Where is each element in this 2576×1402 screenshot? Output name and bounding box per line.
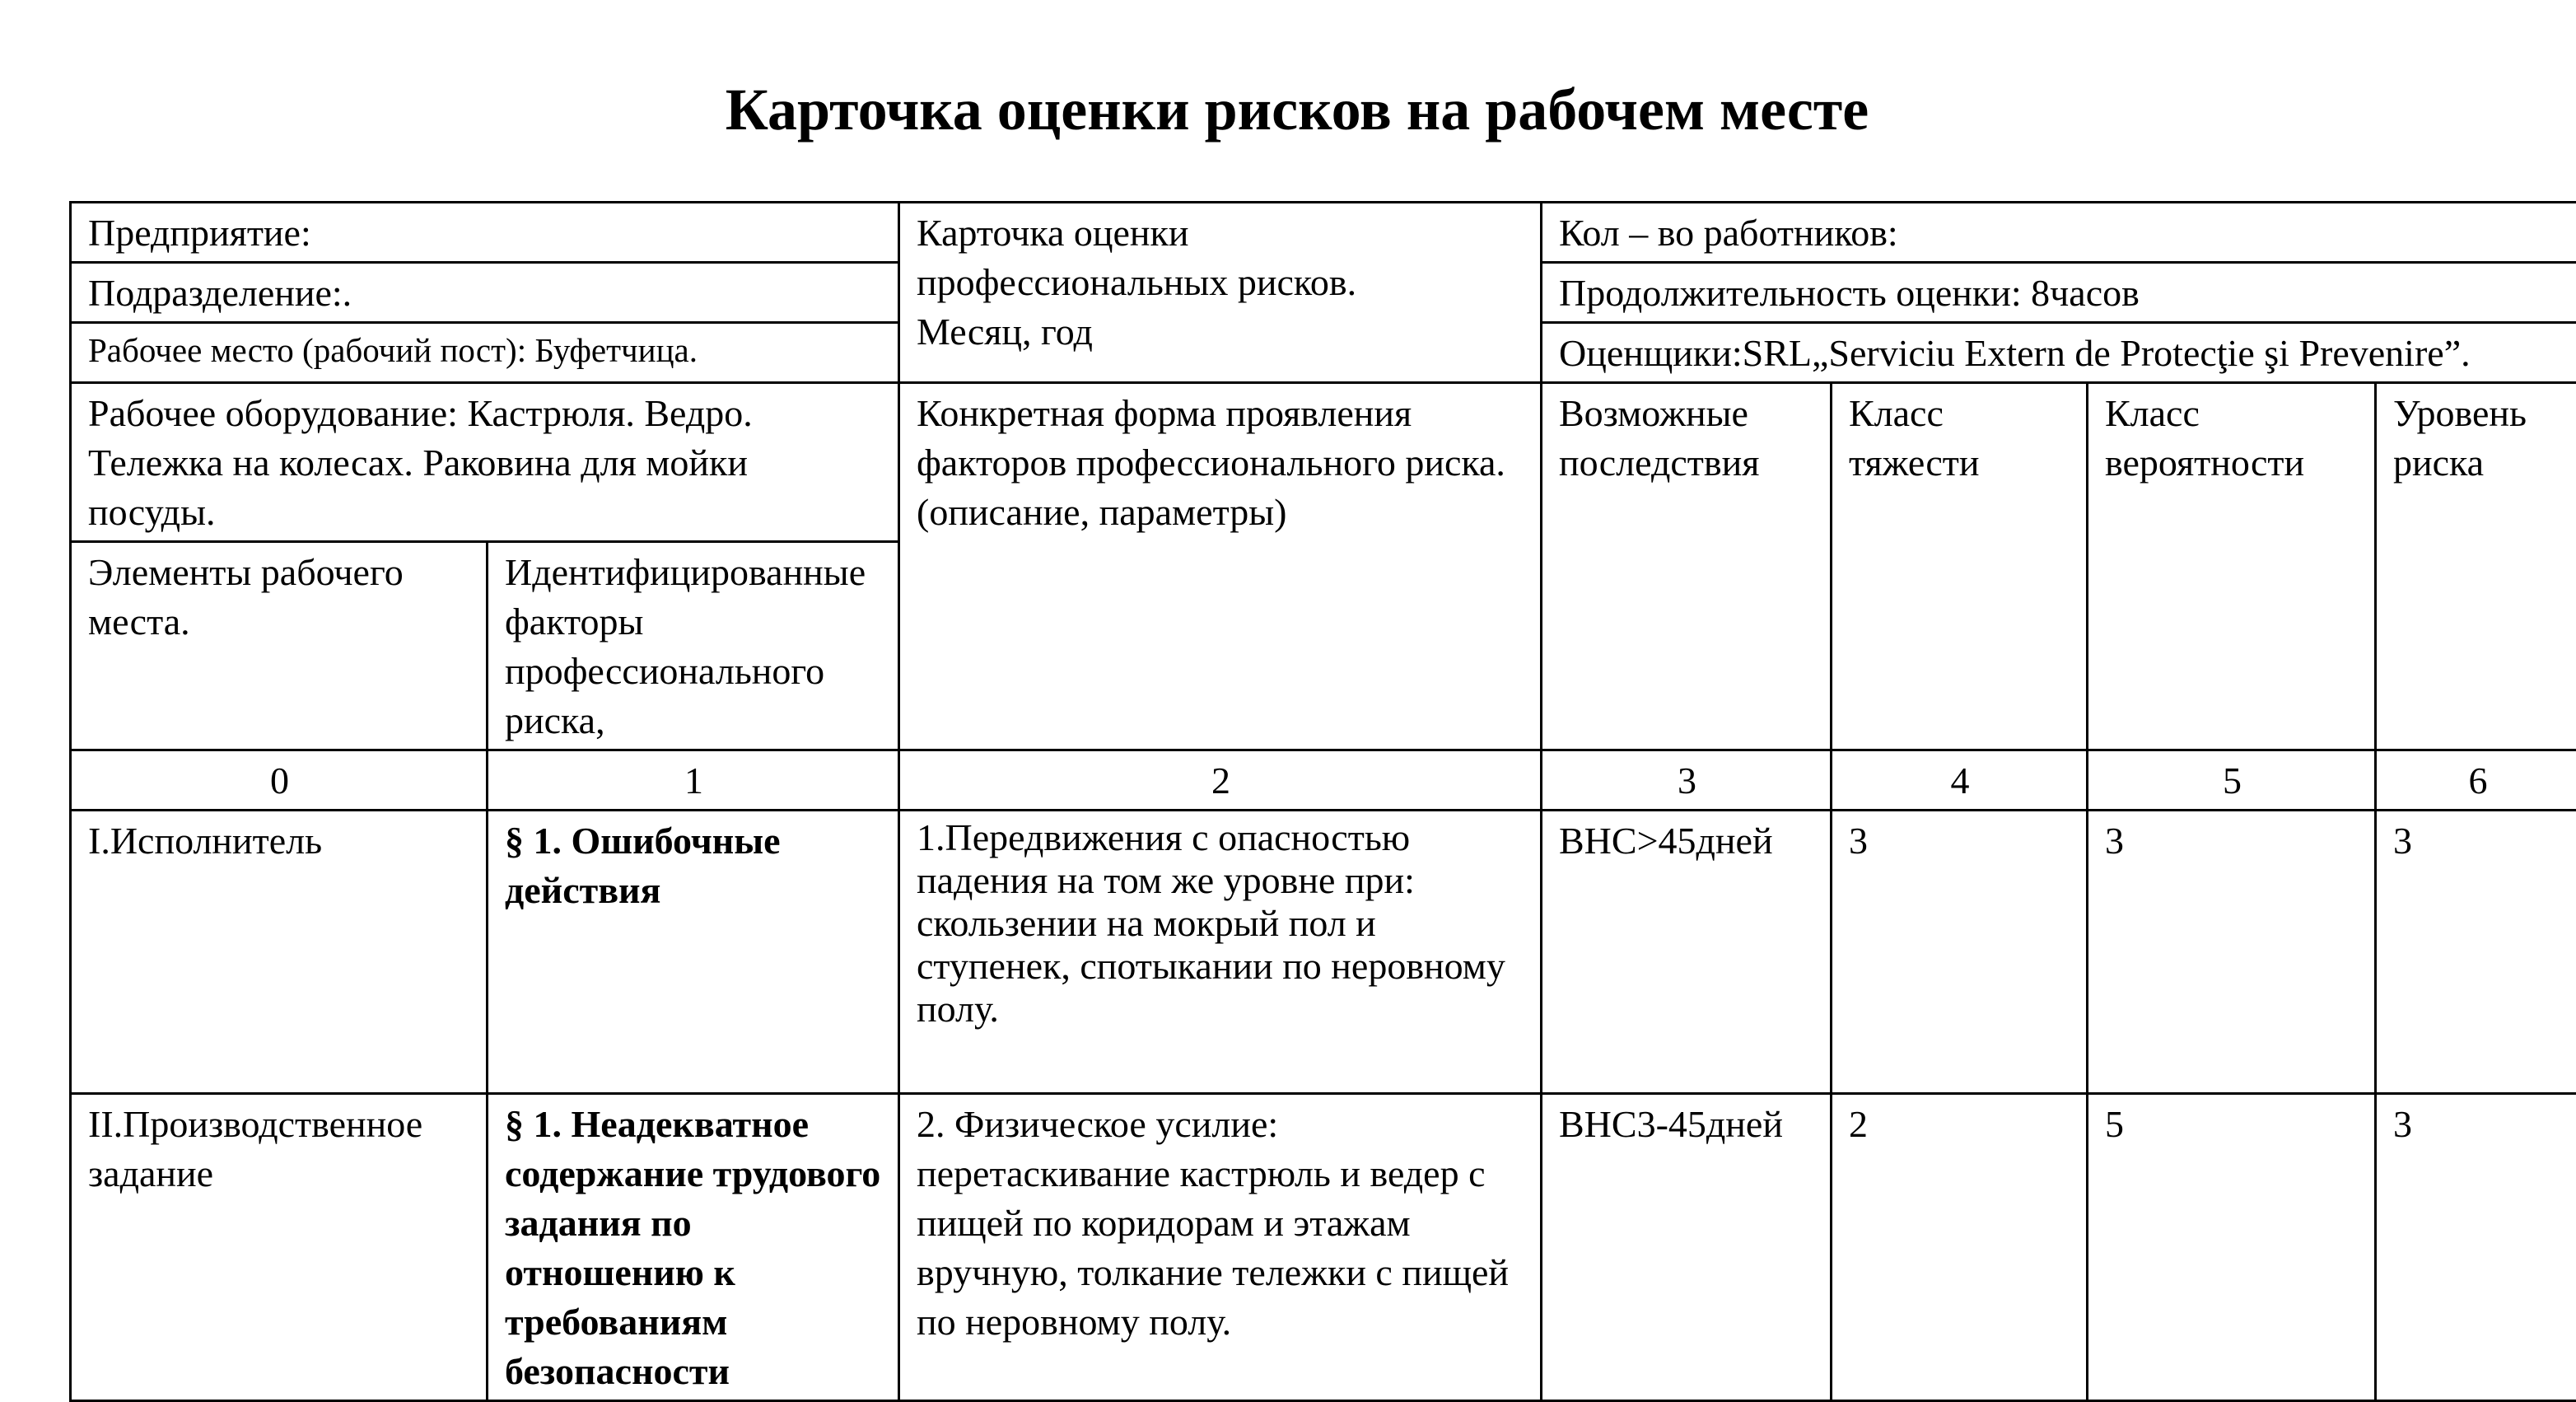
form-column-header: Конкретная форма проявления факторов профессионального риска. (описание, параметры) [917,392,1505,533]
subdivision-label: Подразделение:. [88,272,352,314]
column-index-row [71,750,2576,811]
consequence-cell: ВНС>45дней [1542,811,1832,1094]
elements-header-cell [71,542,488,750]
elements-column-header: Элементы рабочего места. [88,551,404,643]
table-row [71,811,2576,1094]
workplace-label: Рабочее место (рабочий пост): Буфетчица. [88,331,698,369]
enterprise-label: Предприятие: [88,212,311,254]
probability-cell: 5 [2088,1094,2376,1401]
column-index-cell: 3 [1542,750,1832,811]
card-label-line-3: Месяц, год [917,307,1525,357]
element-cell: II.Производственное задание [71,1094,488,1401]
assessors-cell [1542,323,2576,383]
equipment-row [71,383,2576,542]
card-label-line-2: профессиональных рисков. [917,258,1525,307]
consequences-column-header: Возможные последствия [1559,392,1759,484]
workers-cell [1542,203,2576,263]
form-cell: 1.Передвижения с опасностью падения на том же уровне при: скользении на мокрый пол и ступенек, спотыкании по неровному полу. [899,811,1542,1094]
equipment-text: Рабочее оборудование: Кастрюля. Ведро. Тележка на колесах. Раковина для мойки посуды. [88,392,753,533]
header-row-enterprise [71,203,2576,263]
probability-column-header: Класс вероятности [2105,392,2304,484]
workplace-cell [71,323,899,383]
severity-cell: 3 [1832,811,2088,1094]
severity-cell: 2 [1832,1094,2088,1401]
assessors-label: Оценщики:SRL„Serviciu Extern de Protecţie şi Prevenire”. [1559,332,2471,374]
form-header-cell [899,383,1542,750]
subdivision-cell [71,263,899,323]
risk-level-column-header: Уровень риска [2393,392,2527,484]
probability-cell: 3 [2088,811,2376,1094]
severity-column-header: Класс тяжести [1849,392,1980,484]
equipment-cell [71,383,899,542]
page-title: Карточка оценки рисков на рабочем месте [0,72,2576,147]
element-cell: I.Исполнитель [71,811,488,1094]
enterprise-cell [71,203,899,263]
risk-level-cell: 3 [2376,1094,2576,1401]
table-row [71,1094,2576,1401]
probability-header-cell [2088,383,2376,750]
factors-header-cell [488,542,899,750]
column-index-cell: 4 [1832,750,2088,811]
duration-cell [1542,263,2576,323]
column-index-cell: 6 [2376,750,2576,811]
card-label-cell [899,203,1542,383]
card-label-line-1: Карточка оценки [917,208,1525,258]
column-index-cell: 1 [488,750,899,811]
factors-column-header: Идентифицированные факторы профессионального риска, [505,551,866,741]
risk-level-header-cell [2376,383,2576,750]
consequences-header-cell [1542,383,1832,750]
form-cell: 2. Физическое усилие: перетаскивание кастрюль и ведер с пищей по коридорам и этажам вручную, толкание тележки с пищей по неровному полу. [899,1094,1542,1401]
duration-label: Продолжительность оценки: 8часов [1559,272,2140,314]
column-index-cell: 5 [2088,750,2376,811]
factor-cell: § 1. Ошибочные действия [488,811,899,1094]
risk-level-cell: 3 [2376,811,2576,1094]
factor-cell: § 1. Неадекватное содержание трудового задания по отношению к требованиям безопасности [488,1094,899,1401]
column-index-cell: 2 [899,750,1542,811]
severity-header-cell [1832,383,2088,750]
consequence-cell: ВНС3-45дней [1542,1094,1832,1401]
risk-card-table [69,201,2576,1402]
column-index-cell: 0 [71,750,488,811]
workers-label: Кол – во работников: [1559,212,1898,254]
